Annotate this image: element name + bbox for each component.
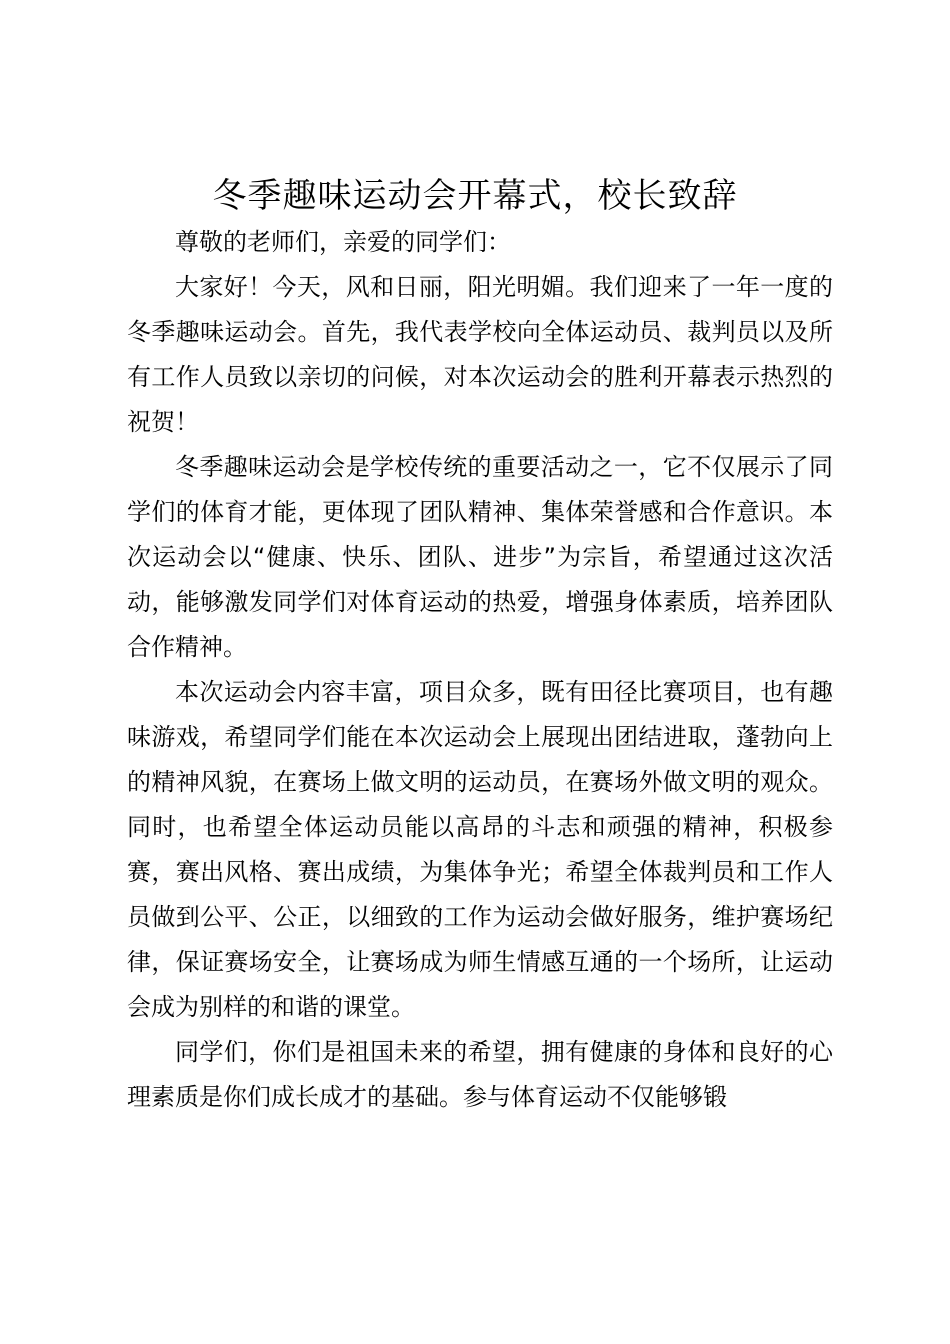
paragraph-4: 同学们，你们是祖国未来的希望，拥有健康的身体和良好的心理素质是你们成长成才的基础。参与体育运动不仅能够锻 (127, 1038, 833, 1111)
document-body (127, 220, 833, 1120)
paragraph-2: 冬季趣味运动会是学校传统的重要活动之一，它不仅展示了同学们的体育才能，更体现了团队精神、集体荣誉感和合作意识。本次运动会以“健康、快乐、团队、进步”为宗旨，希望通过这次活动，能够激发同学们对体育运动的热爱，增强身体素质，培养团队合作精神。 (127, 453, 833, 661)
paragraph-3: 本次运动会内容丰富，项目众多，既有田径比赛项目，也有趣味游戏，希望同学们能在本次运动会上展现出团结进取，蓬勃向上的精神风貌，在赛场上做文明的运动员，在赛场外做文明的观众。同时，也希望全体运动员能以高昂的斗志和顽强的精神，积极参赛，赛出风格、赛出成绩，为集体争光；希望全体裁判员和工作人员做到公平、公正，以细致的工作为运动会做好服务，维护赛场纪律，保证赛场安全，让赛场成为师生情感互通的一个场所，让运动会成为别样的和谐的课堂。 (127, 678, 833, 1021)
greeting-paragraph: 尊敬的老师们，亲爱的同学们： (175, 228, 511, 256)
document-title: 冬季趣味运动会开幕式，校长致辞 (212, 176, 738, 216)
paragraph-1: 大家好！今天，风和日丽，阳光明媚。我们迎来了一年一度的冬季趣味运动会。首先，我代表学校向全体运动员、裁判员以及所有工作人员致以亲切的问候，对本次运动会的胜利开幕表示热烈的祝贺！ (127, 273, 833, 436)
